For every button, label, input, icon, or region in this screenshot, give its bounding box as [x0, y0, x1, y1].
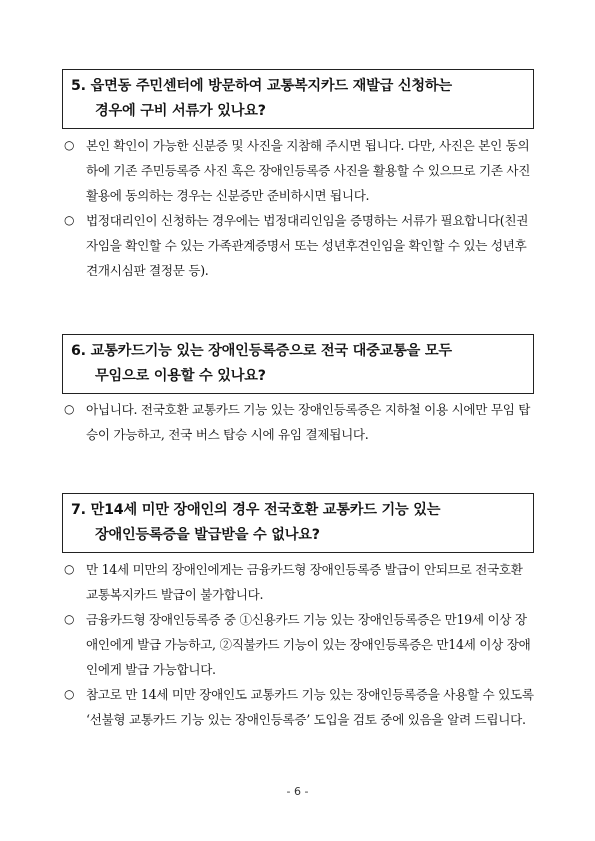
answer-item: ○ 본인 확인이 가능한 신분증 및 사진을 지참해 주시면 됩니다. 다만, 사진은 본인 동의하에 기존 주민등록증 사진 혹은 장애인등록증 사진을 활용할 수 있으므로 기존 사진 활용에 동의하는 경우는 신분증만 준비하시면 됩니다. — [62, 133, 537, 208]
question-box-5 — [62, 69, 534, 129]
answer-item: ○ 금융카드형 장애인등록증 중 ①신용카드 기능 있는 장애인등록증은 만19세 이상 장애인에게 발급 가능하고, ②직불카드 기능이 있는 장애인등록증은 만14세 이상 장애인에게 발급 가능합니다. — [62, 607, 537, 682]
answer-block-7 — [62, 557, 537, 732]
question-title-5: 5. 읍면동 주민센터에 방문하여 교통복지카드 재발급 신청하는 경우에 구비 서류가 있나요? — [71, 78, 452, 119]
bullet-icon: ○ — [64, 138, 75, 152]
question-box-7 — [62, 493, 534, 553]
bullet-icon: ○ — [64, 562, 75, 576]
answer-item: ○ 아닙니다. 전국호환 교통카드 기능 있는 장애인등록증은 지하철 이용 시에만 무임 탑승이 가능하고, 전국 버스 탑승 시에 유임 결제됩니다. — [62, 397, 537, 447]
answer-item: ○ 법정대리인이 신청하는 경우에는 법정대리인임을 증명하는 서류가 필요합니다(친권자임을 확인할 수 있는 가족관계증명서 또는 성년후견인임을 확인할 수 있는 성년후견개시심판 결정문 등). — [62, 208, 537, 283]
bullet-icon: ○ — [64, 213, 75, 227]
page-number: - 6 - — [286, 785, 309, 798]
answer-block-6 — [62, 397, 537, 447]
answer-block-5 — [62, 133, 537, 283]
bullet-icon: ○ — [64, 402, 75, 416]
answer-item: ○ 참고로 만 14세 미만 장애인도 교통카드 기능 있는 장애인등록증을 사용할 수 있도록 ‘선불형 교통카드 기능 있는 장애인등록증’ 도입을 검토 중에 있음을 알려 드립니다. — [62, 682, 537, 732]
bullet-icon: ○ — [64, 612, 75, 626]
question-box-6 — [62, 334, 534, 394]
answer-item: ○ 만 14세 미만의 장애인에게는 금융카드형 장애인등록증 발급이 안되므로 전국호환 교통복지카드 발급이 불가합니다. — [62, 557, 537, 607]
question-title-6: 6. 교통카드기능 있는 장애인등록증으로 전국 대중교통을 모두 무임으로 이용할 수 있나요? — [71, 343, 452, 384]
question-title-7: 7. 만14세 미만 장애인의 경우 전국호환 교통카드 기능 있는 장애인등록증을 발급받을 수 없나요? — [71, 502, 441, 543]
bullet-icon: ○ — [64, 687, 75, 701]
